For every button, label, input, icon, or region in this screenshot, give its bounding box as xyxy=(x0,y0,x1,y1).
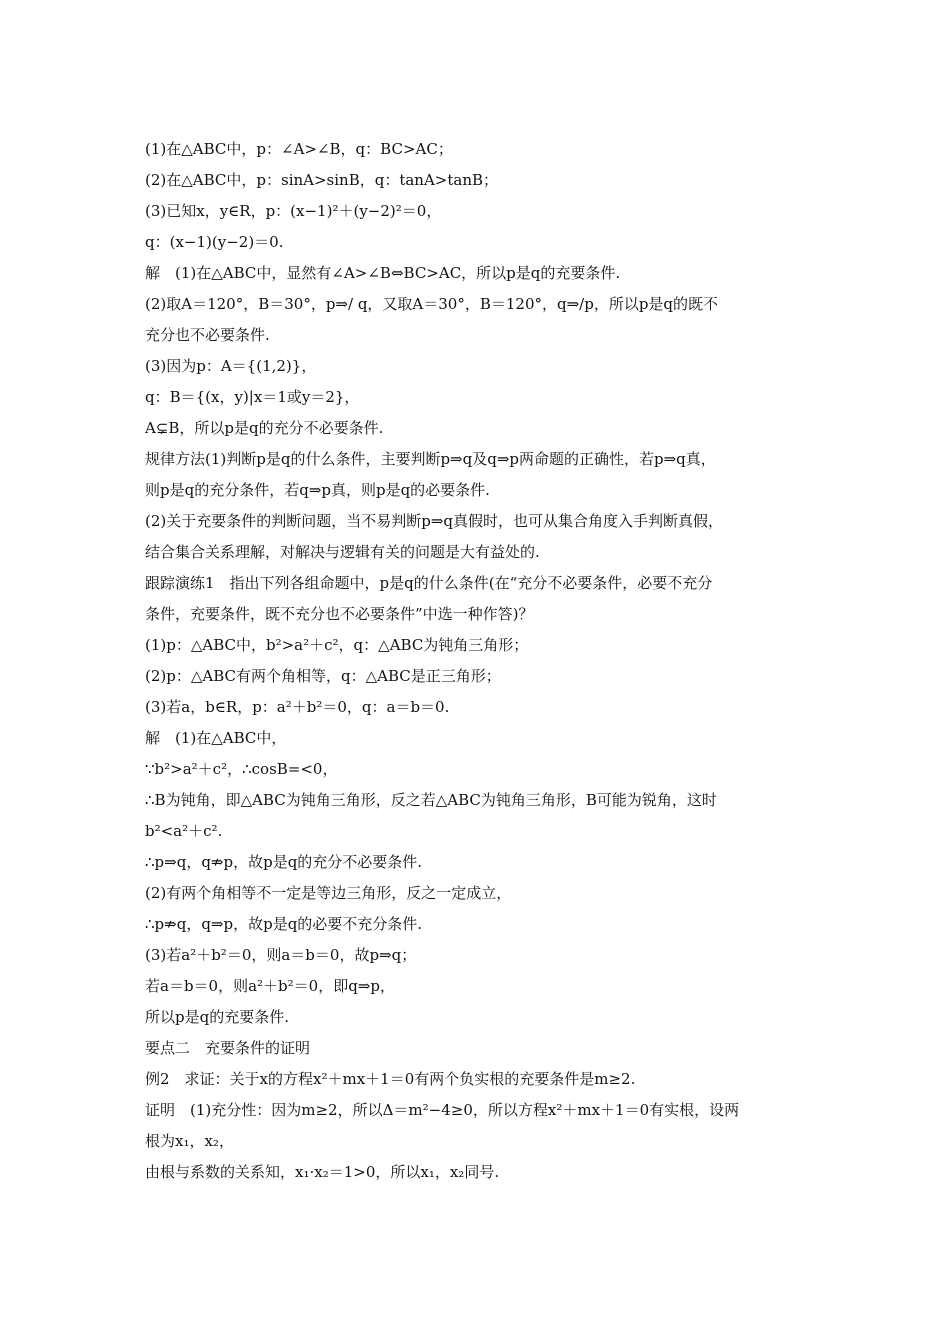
text-line: 结合集合关系理解，对解决与逻辑有关的问题是大有益处的. xyxy=(145,543,540,561)
solution-line: 解 (1)在△ABC中，显然有∠A>∠B⇔BC>AC，所以p是q的充要条件. xyxy=(145,264,621,282)
text-line: (2)关于充要条件的判断问题，当不易判断p⇒q真假时，也可从集合角度入手判断真假， xyxy=(145,512,724,530)
method-line: 规律方法(1)判断p是q的什么条件，主要判断p⇒q及q⇒p两命题的正确性，若p⇒q真， xyxy=(145,450,716,468)
text-line: 由根与系数的关系知，x₁·x₂＝1>0，所以x₁，x₂同号. xyxy=(145,1163,500,1181)
text-line: ∴p⇏q，q⇒p，故p是q的必要不充分条件. xyxy=(145,915,423,933)
text-line: 若a＝b＝0，则a²＋b²＝0，即q⇒p， xyxy=(145,977,395,995)
text-line: 条件，充要条件，既不充分也不必要条件”中选一种作答)？ xyxy=(145,605,534,623)
proof-line: 证明 (1)充分性：因为m≥2，所以Δ＝m²−4≥0，所以方程x²＋mx＋1＝0有实根，设两 xyxy=(145,1101,740,1119)
text-line: q：B＝{(x，y)|x＝1或y＝2}， xyxy=(145,388,360,406)
section-heading: 要点二 充要条件的证明 xyxy=(145,1039,311,1057)
exercise-line: 跟踪演练1 指出下列各组命题中，p是q的什么条件(在“充分不必要条件，必要不充分 xyxy=(145,574,713,592)
text-line: 根为x₁，x₂， xyxy=(145,1132,234,1150)
text-line: (3)因为p：A＝{(1,2)}， xyxy=(145,357,317,375)
text-line: 则p是q的充分条件，若q⇒p真，则p是q的必要条件. xyxy=(145,481,490,499)
text-line: (1)p：△ABC中，b²>a²＋c²，q：△ABC为钝角三角形； xyxy=(145,636,529,654)
text-line: 充分也不必要条件. xyxy=(145,326,270,344)
text-line: (2)在△ABC中，p：sinA>sinB，q：tanA>tanB； xyxy=(145,171,499,189)
text-line: 所以p是q的充要条件. xyxy=(145,1008,289,1026)
text-line: A⊊B，所以p是q的充分不必要条件. xyxy=(145,419,384,437)
text-line: ∴B为钝角，即△ABC为钝角三角形，反之若△ABC为钝角三角形，B可能为锐角，这时 xyxy=(145,791,717,809)
text-line: (1)在△ABC中，p：∠A>∠B，q：BC>AC； xyxy=(145,140,453,158)
text-line: ∴p⇒q，q⇏p，故p是q的充分不必要条件. xyxy=(145,853,423,871)
example-line: 例2 求证：关于x的方程x²＋mx＋1＝0有两个负实根的充要条件是m≥2. xyxy=(145,1070,636,1088)
text-line: (3)已知x，y∈R，p：(x−1)²＋(y−2)²＝0， xyxy=(145,202,442,220)
text-line: (2)取A＝120°，B＝30°，p⇒/ q，又取A＝30°，B＝120°，q⇒/p，所以p是q的既不 xyxy=(145,295,719,313)
text-line: (2)p：△ABC有两个角相等，q：△ABC是正三角形； xyxy=(145,667,501,685)
text-line: b²<a²＋c². xyxy=(145,822,223,840)
text-line: ∵b²>a²＋c²，∴cosB=<0， xyxy=(145,760,338,778)
text-line: q：(x−1)(y−2)＝0. xyxy=(145,233,284,251)
text-line: (3)若a，b∈R，p：a²＋b²＝0，q：a＝b＝0. xyxy=(145,698,450,716)
text-line: (2)有两个角相等不一定是等边三角形，反之一定成立， xyxy=(145,884,512,902)
document-body xyxy=(145,134,810,1188)
text-line: (3)若a²＋b²＝0，则a＝b＝0，故p⇒q； xyxy=(145,946,417,964)
solution-line: 解 (1)在△ABC中， xyxy=(145,729,287,747)
